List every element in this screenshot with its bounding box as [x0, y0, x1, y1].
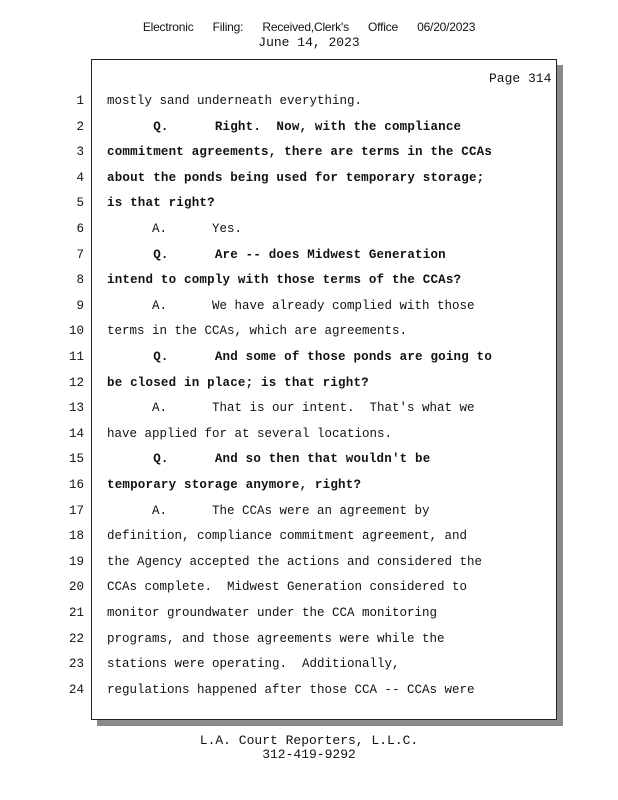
line-number: 1 [76, 94, 84, 108]
line-number: 6 [76, 222, 84, 236]
line-text: about the ponds being used for temporary storage; [107, 170, 485, 185]
line-number: 17 [68, 503, 84, 518]
line-number: 10 [68, 324, 84, 339]
stamp-electronic: Electronic [142, 20, 194, 34]
transcript-line [0, 602, 618, 627]
line-text: have applied for at several locations. [107, 426, 393, 441]
transcript-line [0, 90, 618, 115]
line-text: terms in the CCAs, which are agreements. [107, 324, 408, 339]
line-text: commitment agreements, there are terms in the CCAs [107, 145, 493, 160]
transcript-line [0, 474, 618, 499]
stamp-filing: Filing: [212, 20, 244, 34]
line-text: A. That is our intent. That's what we [107, 401, 475, 416]
line-text: mostly sand underneath everything. [107, 94, 363, 108]
transcript-line [0, 423, 618, 448]
filing-stamp [0, 20, 618, 34]
line-number: 15 [68, 452, 84, 467]
line-number: 4 [76, 170, 84, 185]
transcript-line [0, 397, 618, 422]
transcript-line [0, 525, 618, 550]
transcript-line [0, 218, 618, 243]
line-text: Q. Are -- does Midwest Generation [107, 247, 446, 262]
transcript-line [0, 576, 618, 601]
line-text: the Agency accepted the actions and considered the [107, 554, 483, 569]
line-number: 8 [76, 273, 84, 288]
stamp-received: Received,Clerk's [262, 20, 349, 34]
line-number: 19 [68, 554, 84, 569]
transcript-line [0, 679, 618, 704]
line-text: definition, compliance commitment agreement, and [107, 529, 468, 544]
transcript-line [0, 500, 618, 525]
transcript-line [0, 346, 618, 371]
line-number: 23 [68, 657, 84, 672]
line-text: is that right? [107, 196, 215, 211]
transcript-line [0, 628, 618, 653]
line-text: stations were operating. Additionally, [107, 657, 400, 672]
transcript-line [0, 448, 618, 473]
line-text: programs, and those agreements were while the [107, 631, 445, 646]
line-text: monitor groundwater under the CCA monitoring [107, 606, 438, 620]
transcript-line [0, 295, 618, 320]
line-number: 20 [68, 580, 84, 595]
line-text: intend to comply with those terms of the CCAs? [107, 273, 462, 288]
transcript-line [0, 244, 618, 269]
line-number: 22 [68, 631, 84, 646]
line-text: A. We have already complied with those [107, 298, 475, 313]
line-number: 11 [68, 350, 84, 364]
line-number: 5 [76, 196, 84, 211]
stamp-office: Office [368, 20, 398, 34]
transcript-line [0, 653, 618, 678]
transcript-date: June 14, 2023 [258, 35, 360, 50]
line-number: 14 [68, 426, 84, 441]
line-text: Q. Right. Now, with the compliance [107, 119, 462, 134]
transcript-line [0, 141, 618, 166]
line-number: 13 [68, 401, 84, 416]
line-number: 3 [76, 145, 84, 160]
court-reporter-name: L.A. Court Reporters, L.L.C. [199, 733, 419, 748]
line-number: 24 [68, 682, 84, 697]
transcript-line [0, 372, 618, 397]
line-text: A. The CCAs were an agreement by [107, 503, 430, 518]
line-number: 9 [76, 298, 84, 313]
line-text: temporary storage anymore, right? [107, 478, 362, 492]
transcript-line [0, 116, 618, 141]
transcript-line [0, 167, 618, 192]
line-number: 18 [68, 529, 84, 544]
line-number: 12 [68, 375, 84, 390]
line-text: regulations happened after those CCA -- CCAs were [107, 682, 475, 697]
line-number: 16 [68, 478, 84, 492]
line-text: be closed in place; is that right? [107, 375, 369, 390]
transcript-line [0, 320, 618, 345]
line-number: 7 [76, 247, 84, 262]
line-text: CCAs complete. Midwest Generation considered to [107, 580, 468, 595]
line-text: Q. And some of those ponds are going to [107, 350, 493, 364]
court-reporter-phone: 312-419-9292 [262, 747, 356, 762]
line-number: 21 [68, 606, 84, 620]
transcript-line [0, 269, 618, 294]
line-text: A. Yes. [107, 222, 243, 236]
transcript-line [0, 192, 618, 217]
transcript-line [0, 551, 618, 576]
line-number: 2 [76, 119, 84, 134]
page-number: Page 314 [489, 71, 552, 86]
stamp-date: 06/20/2023 [417, 20, 476, 34]
line-text: Q. And so then that wouldn't be [107, 452, 431, 467]
